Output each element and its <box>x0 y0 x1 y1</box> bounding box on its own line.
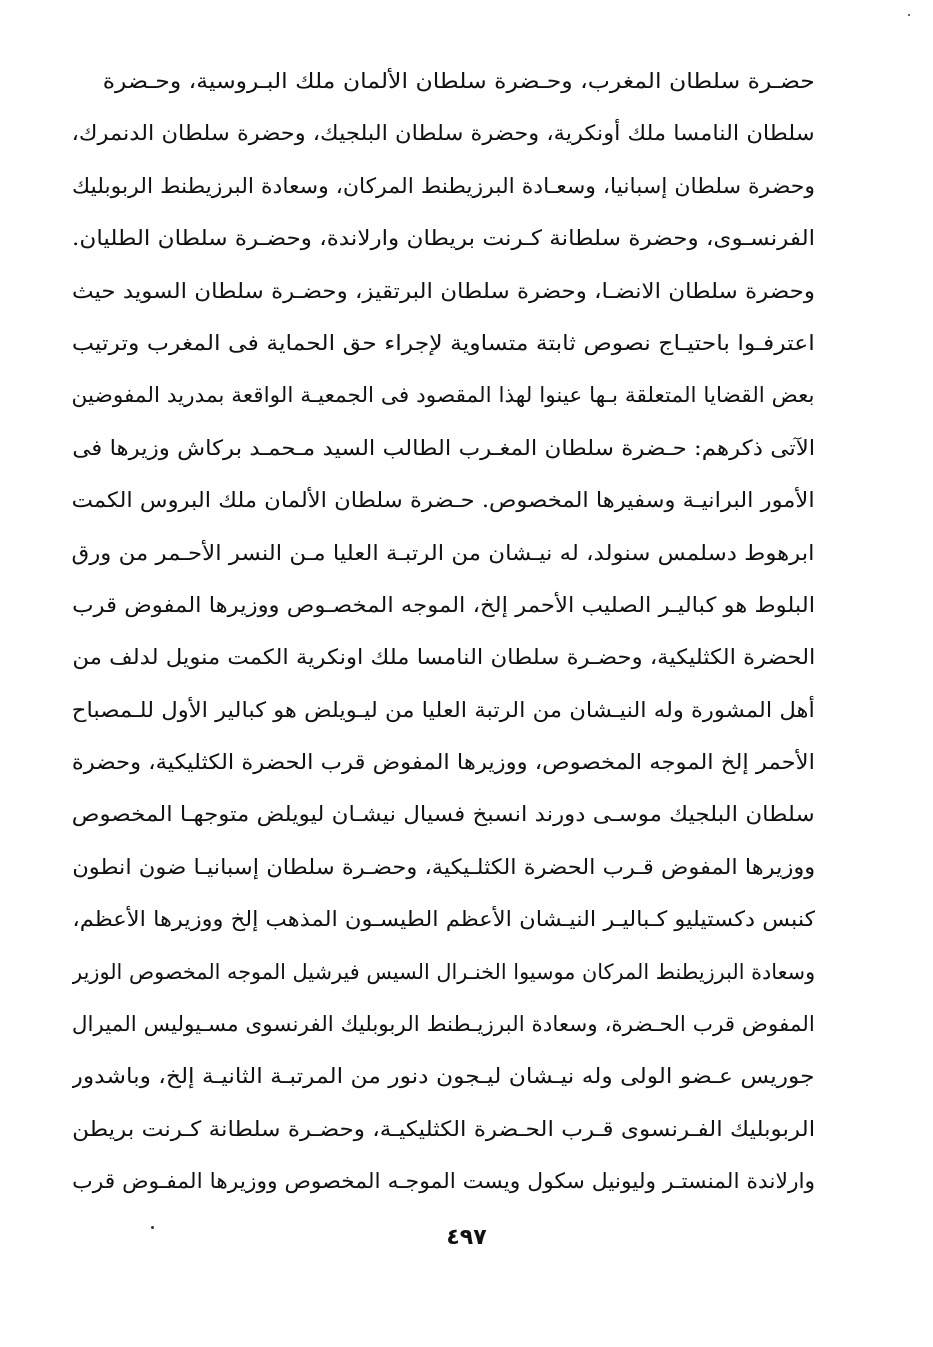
text-line: الآتى ذكرهم: حـضرة سلطان المغـرب الطالب السيد مـحمـد بركاش وزيرها فى <box>72 435 815 460</box>
text-line: ووزيرها المفوض قـرب الحضرة الكثلـيكية، وحضـرة سلطان إسبانيـا ضون انطون <box>72 854 815 879</box>
text-line: وارلاندة المنستـر وليونيل سكول ويست الموجـه المخصوص ووزيرها المفـوض قرب <box>72 1169 815 1194</box>
text-line: أهل المشورة وله النيـشان من الرتبة العليا من ليـويلض هو كبالير الأول للـمصباح <box>72 697 815 722</box>
text-line: حضـرة سلطان المغرب، وحـضرة سلطان الألمان ملك البـروسية، وحـضرة <box>102 69 815 93</box>
text-line: جوريس عـضو الولى وله نيـشان ليـجون دنور من المرتبـة الثانيـة إلخ، وباشدور <box>72 1064 815 1089</box>
text-line: ابرهوط دسلمس سنولد، له نيـشان من الرتبـة العليا مـن النسر الأحـمر من ورق <box>72 540 815 565</box>
text-line: وسعادة البرزيطنط المركان موسيوا الخنـرال السيس فيرشيل الموجه المخصوص الوزير <box>72 959 815 984</box>
text-line: سلطان البلجيك موسـى دورند انسبخ فسيال نيشـان ليويلض متوجهـا المخصوص <box>72 802 815 827</box>
text-line: الفرنسـوى، وحضرة سلطانة كـرنت بريطان وارلاندة، وحضـرة سلطان الطليان. <box>72 226 815 251</box>
text-line: وحضرة سلطان الانضـا، وحضرة سلطان البرتقيز، وحضـرة سلطان السويد حيث <box>72 278 815 303</box>
page-number: ٤٩٧ <box>446 1225 487 1250</box>
text-line: سلطان النامسا ملك أونكرية، وحضرة سلطان البلجيك، وحضرة سلطان الدنمرك، <box>72 121 815 146</box>
text-line: وحضرة سلطان إسبانيا، وسعـادة البرزيطنط المركان، وسعادة البرزيطنط الربوبليك <box>72 173 815 198</box>
text-line: بعض القضايا المتعلقة بـها عينوا لهذا المقصود فى الجمعيـة الواقعة بمدريد المفوضين <box>72 383 815 408</box>
text-line: المفوض قرب الحـضرة، وسعادة البرزيـطنط الربوبليك الفرنسوى مسـيوليس الميرال <box>72 1012 815 1037</box>
body-text <box>72 55 815 1208</box>
text-line: الأمور البرانيـة وسفيرها المخصوص. حـضرة سلطان الألمان ملك البروس الكمت <box>72 488 815 513</box>
text-line: الأحمر إلخ الموجه المخصوص، ووزيرها المفوض قرب الحضرة الكثليكية، وحضرة <box>72 750 815 775</box>
text-line: الربوبليك الفـرنسوى قـرب الحـضرة الكثليكيـة، وحضـرة سلطانة كـرنت بريطن <box>72 1116 815 1141</box>
text-line: كنبس دكستيليو كـباليـر النيـشان الأعظم الطيسـون المذهب إلخ ووزيرها الأعظم، <box>72 907 815 932</box>
text-line: الحضرة الكثليكية، وحضـرة سلطان النامسا ملك اونكرية الكمت منويل لدلف من <box>72 645 815 670</box>
scan-speck <box>908 14 910 16</box>
text-line: البلوط هو كباليـر الصليب الأحمر إلخ، الموجه المخصـوص ووزيرها المفوض قرب <box>72 592 815 617</box>
text-line: اعترفـوا باحتيـاج نصوص ثابتة متساوية لإجراء حق الحماية فى المغرب وترتيب <box>72 330 815 355</box>
